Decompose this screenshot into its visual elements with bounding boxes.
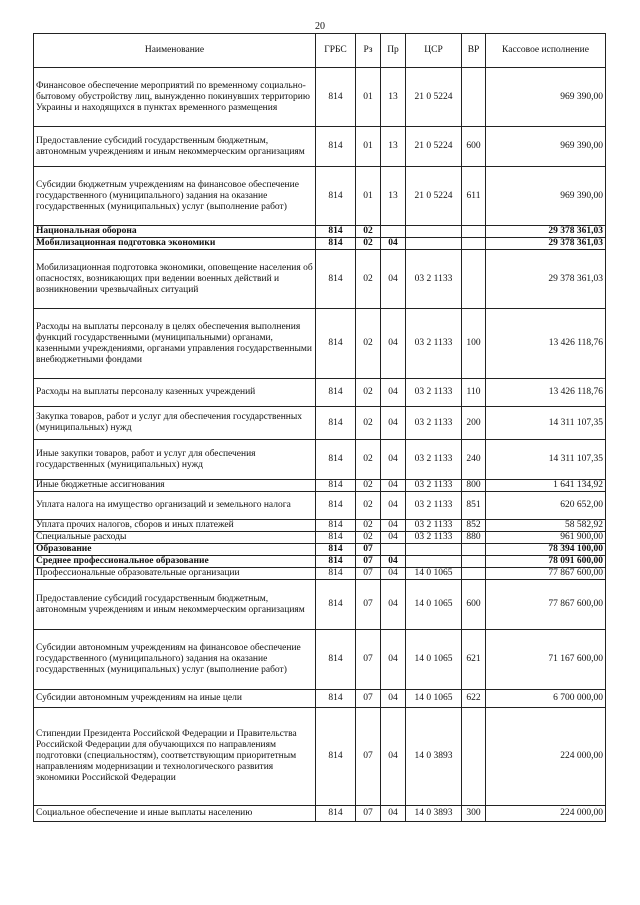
page-number: 20	[315, 21, 325, 32]
row-grbs: 814	[316, 532, 356, 544]
row-pr: 04	[381, 690, 406, 708]
table-row	[34, 708, 606, 806]
row-rz: 02	[356, 520, 381, 532]
row-pr: 13	[381, 127, 406, 167]
row-grbs: 814	[316, 238, 356, 250]
row-amount: 224 000,00	[486, 708, 606, 806]
row-amount: 969 390,00	[486, 167, 606, 226]
row-pr	[381, 544, 406, 556]
row-pr: 04	[381, 532, 406, 544]
table-row	[34, 580, 606, 630]
header-name: Наименование	[34, 34, 316, 68]
row-rz: 07	[356, 568, 381, 580]
row-amount: 13 426 118,76	[486, 379, 606, 407]
row-amount: 13 426 118,76	[486, 309, 606, 379]
header-pr: Пр	[381, 34, 406, 68]
row-grbs: 814	[316, 630, 356, 690]
row-amount: 14 311 107,35	[486, 440, 606, 480]
row-vr: 622	[462, 690, 486, 708]
row-csr: 03 2 1133	[406, 440, 462, 480]
row-grbs: 814	[316, 127, 356, 167]
table-row	[34, 250, 606, 309]
row-name: Мобилизационная подготовка экономики, оповещение населения об опасностях, возникающих при ведении военных действий и возникновении чрезвычайных ситуаций	[34, 250, 316, 309]
row-rz: 02	[356, 480, 381, 492]
row-pr: 13	[381, 167, 406, 226]
row-name: Социальное обеспечение и иные выплаты населению	[34, 806, 316, 822]
row-csr: 21 0 5224	[406, 127, 462, 167]
table-row	[34, 226, 606, 238]
row-name: Субсидии автономным учреждениям на финансовое обеспечение государственного (муниципального) задания на оказание государственных (муниципальных) услуг (выполнение работ)	[34, 630, 316, 690]
row-vr: 110	[462, 379, 486, 407]
row-rz: 02	[356, 492, 381, 520]
row-grbs: 814	[316, 568, 356, 580]
row-grbs: 814	[316, 309, 356, 379]
row-name: Национальная оборона	[34, 226, 316, 238]
row-amount: 969 390,00	[486, 127, 606, 167]
row-csr: 14 0 3893	[406, 806, 462, 822]
row-csr: 14 0 1065	[406, 580, 462, 630]
row-rz: 07	[356, 544, 381, 556]
table-row	[34, 568, 606, 580]
row-pr: 04	[381, 492, 406, 520]
row-pr: 04	[381, 480, 406, 492]
row-vr	[462, 544, 486, 556]
row-name: Специальные расходы	[34, 532, 316, 544]
row-rz: 01	[356, 68, 381, 127]
row-csr: 21 0 5224	[406, 68, 462, 127]
table-row	[34, 167, 606, 226]
row-pr: 04	[381, 556, 406, 568]
header-grbs: ГРБС	[316, 34, 356, 68]
row-csr: 03 2 1133	[406, 379, 462, 407]
row-grbs: 814	[316, 68, 356, 127]
row-grbs: 814	[316, 480, 356, 492]
row-rz: 02	[356, 309, 381, 379]
row-amount: 78 394 100,00	[486, 544, 606, 556]
row-amount: 1 641 134,92	[486, 480, 606, 492]
row-grbs: 814	[316, 440, 356, 480]
row-csr	[406, 544, 462, 556]
row-csr: 14 0 1065	[406, 630, 462, 690]
row-pr: 04	[381, 238, 406, 250]
table-row	[34, 440, 606, 480]
row-rz: 02	[356, 238, 381, 250]
row-grbs: 814	[316, 226, 356, 238]
row-name: Уплата налога на имущество организаций и земельного налога	[34, 492, 316, 520]
row-csr: 03 2 1133	[406, 492, 462, 520]
row-amount: 961 900,00	[486, 532, 606, 544]
row-csr	[406, 238, 462, 250]
row-grbs: 814	[316, 708, 356, 806]
row-amount: 14 311 107,35	[486, 407, 606, 440]
row-grbs: 814	[316, 250, 356, 309]
row-name: Предоставление субсидий государственным бюджетным, автономным учреждениям и иным некоммерческим организациям	[34, 127, 316, 167]
row-pr: 13	[381, 68, 406, 127]
row-rz: 07	[356, 630, 381, 690]
row-vr	[462, 556, 486, 568]
row-grbs: 814	[316, 580, 356, 630]
row-pr: 04	[381, 580, 406, 630]
row-grbs: 814	[316, 806, 356, 822]
row-csr: 14 0 1065	[406, 568, 462, 580]
row-csr: 14 0 3893	[406, 708, 462, 806]
table-header-row	[34, 34, 606, 68]
row-name: Субсидии автономным учреждениям на иные цели	[34, 690, 316, 708]
row-csr: 14 0 1065	[406, 690, 462, 708]
row-vr	[462, 250, 486, 309]
table-row	[34, 407, 606, 440]
table-row	[34, 532, 606, 544]
row-name: Закупка товаров, работ и услуг для обеспечения государственных (муниципальных) нужд	[34, 407, 316, 440]
row-amount: 78 091 600,00	[486, 556, 606, 568]
row-vr: 600	[462, 127, 486, 167]
row-rz: 07	[356, 690, 381, 708]
budget-execution-table	[33, 33, 606, 822]
header-vr: ВР	[462, 34, 486, 68]
row-csr: 03 2 1133	[406, 532, 462, 544]
row-name: Мобилизационная подготовка экономики	[34, 238, 316, 250]
row-vr	[462, 226, 486, 238]
row-name: Субсидии бюджетным учреждениям на финансовое обеспечение государственного (муниципального) задания на оказание государственных (муниципальных) услуг (выполнение работ)	[34, 167, 316, 226]
row-pr: 04	[381, 630, 406, 690]
row-name: Иные закупки товаров, работ и услуг для обеспечения государственных (муниципальных) нужд	[34, 440, 316, 480]
row-csr	[406, 556, 462, 568]
row-vr: 200	[462, 407, 486, 440]
row-amount: 224 000,00	[486, 806, 606, 822]
table-row	[34, 127, 606, 167]
row-csr	[406, 226, 462, 238]
row-amount: 58 582,92	[486, 520, 606, 532]
row-name: Уплата прочих налогов, сборов и иных платежей	[34, 520, 316, 532]
row-name: Профессиональные образовательные организации	[34, 568, 316, 580]
table-row	[34, 520, 606, 532]
row-grbs: 814	[316, 379, 356, 407]
row-grbs: 814	[316, 492, 356, 520]
row-amount: 29 378 361,03	[486, 238, 606, 250]
header-rz: Рз	[356, 34, 381, 68]
row-name: Расходы на выплаты персоналу в целях обеспечения выполнения функций государственными (муниципальными) органами, казенными учреждениями, органами управления государственными внебюджетными фондами	[34, 309, 316, 379]
row-name: Расходы на выплаты персоналу казенных учреждений	[34, 379, 316, 407]
table-row	[34, 379, 606, 407]
header-amount: Кассовое исполнение	[486, 34, 606, 68]
row-rz: 07	[356, 556, 381, 568]
row-amount: 29 378 361,03	[486, 250, 606, 309]
row-csr: 03 2 1133	[406, 407, 462, 440]
row-pr: 04	[381, 379, 406, 407]
row-vr: 100	[462, 309, 486, 379]
row-amount: 77 867 600,00	[486, 568, 606, 580]
row-rz: 07	[356, 580, 381, 630]
row-pr: 04	[381, 309, 406, 379]
row-csr: 03 2 1133	[406, 480, 462, 492]
row-vr: 880	[462, 532, 486, 544]
row-rz: 01	[356, 127, 381, 167]
row-vr: 852	[462, 520, 486, 532]
row-pr: 04	[381, 520, 406, 532]
row-name: Среднее профессиональное образование	[34, 556, 316, 568]
row-rz: 02	[356, 532, 381, 544]
row-grbs: 814	[316, 167, 356, 226]
row-rz: 02	[356, 379, 381, 407]
row-rz: 02	[356, 440, 381, 480]
table-row	[34, 544, 606, 556]
row-pr: 04	[381, 407, 406, 440]
row-rz: 07	[356, 708, 381, 806]
row-amount: 77 867 600,00	[486, 580, 606, 630]
row-grbs: 814	[316, 690, 356, 708]
row-name: Предоставление субсидий государственным бюджетным, автономным учреждениям и иным некоммерческим организациям	[34, 580, 316, 630]
row-rz: 02	[356, 226, 381, 238]
table-row	[34, 309, 606, 379]
row-vr: 851	[462, 492, 486, 520]
row-grbs: 814	[316, 407, 356, 440]
row-pr: 04	[381, 708, 406, 806]
row-amount: 71 167 600,00	[486, 630, 606, 690]
row-pr: 04	[381, 806, 406, 822]
row-pr: 04	[381, 250, 406, 309]
row-csr: 03 2 1133	[406, 309, 462, 379]
table-row	[34, 556, 606, 568]
table-row	[34, 68, 606, 127]
row-name: Стипендии Президента Российской Федерации и Правительства Российской Федерации для обучающихся по направлениям подготовки (специальностям), соответствующим приоритетным направлениям модернизации и технологического развития экономики Российской Федерации	[34, 708, 316, 806]
row-amount: 620 652,00	[486, 492, 606, 520]
row-vr: 800	[462, 480, 486, 492]
row-name: Образование	[34, 544, 316, 556]
table-row	[34, 806, 606, 822]
row-amount: 969 390,00	[486, 68, 606, 127]
row-amount: 6 700 000,00	[486, 690, 606, 708]
table-row	[34, 238, 606, 250]
row-csr: 21 0 5224	[406, 167, 462, 226]
table-row	[34, 492, 606, 520]
row-pr	[381, 226, 406, 238]
row-rz: 07	[356, 806, 381, 822]
row-name: Финансовое обеспечение мероприятий по временному социально-бытовому обустройству лиц, вынужденно покинувших территорию Украины и находящихся в пунктах временного размещения	[34, 68, 316, 127]
row-vr: 621	[462, 630, 486, 690]
table-row	[34, 690, 606, 708]
row-rz: 02	[356, 250, 381, 309]
row-vr: 300	[462, 806, 486, 822]
row-vr	[462, 568, 486, 580]
row-vr: 611	[462, 167, 486, 226]
row-rz: 02	[356, 407, 381, 440]
row-vr	[462, 708, 486, 806]
row-grbs: 814	[316, 520, 356, 532]
row-csr: 03 2 1133	[406, 520, 462, 532]
row-grbs: 814	[316, 544, 356, 556]
row-grbs: 814	[316, 556, 356, 568]
table-row	[34, 630, 606, 690]
row-pr: 04	[381, 568, 406, 580]
row-amount: 29 378 361,03	[486, 226, 606, 238]
row-rz: 01	[356, 167, 381, 226]
row-vr: 600	[462, 580, 486, 630]
row-vr	[462, 238, 486, 250]
row-pr: 04	[381, 440, 406, 480]
header-csr: ЦСР	[406, 34, 462, 68]
row-vr	[462, 68, 486, 127]
row-name: Иные бюджетные ассигнования	[34, 480, 316, 492]
table-row	[34, 480, 606, 492]
row-vr: 240	[462, 440, 486, 480]
row-csr: 03 2 1133	[406, 250, 462, 309]
